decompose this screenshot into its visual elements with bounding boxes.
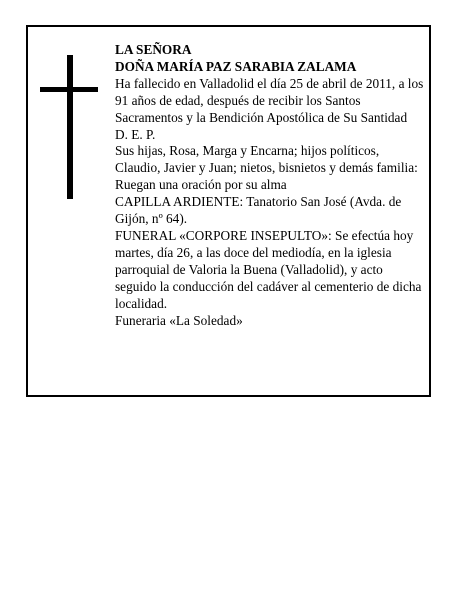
prayer-request: Ruegan una oración por su alma (115, 177, 287, 193)
latin-cross-icon (40, 55, 98, 199)
obituary-notice (26, 25, 431, 397)
chapel-info: CAPILLA ARDIENTE: Tanatorio San José (Avda. de Gijón, nº 64). (115, 194, 402, 227)
funeral-home: Funeraria «La Soledad» (115, 312, 243, 328)
cross-horizontal-bar (40, 87, 98, 92)
family-list: Sus hijas, Rosa, Marga y Encarna; hijos políticos, Claudio, Javier y Juan; nietos, bisnietos y demás familia: (115, 143, 418, 176)
death-announcement: Ha fallecido en Valladolid el día 25 de abril de 2011, a los 91 años de edad, después de recibir los Santos Sacramentos y la Bendición Apostólica de Su Santidad (115, 75, 424, 125)
notice-text (115, 42, 427, 329)
rest-in-peace: D. E. P. (115, 126, 156, 142)
cross-vertical-bar (67, 55, 73, 199)
deceased-name: DOÑA MARÍA PAZ SARABIA ZALAMA (115, 58, 357, 74)
funeral-info: FUNERAL «CORPORE INSEPULTO»: Se efectúa hoy martes, día 26, a las doce del mediodía, en la iglesia parroquial de Valoria la Buena (Valladolid), y acto seguido la conducción del cadáver al cementerio de dicha localidad. (115, 227, 422, 311)
notice-title: LA SEÑORA (115, 42, 192, 57)
